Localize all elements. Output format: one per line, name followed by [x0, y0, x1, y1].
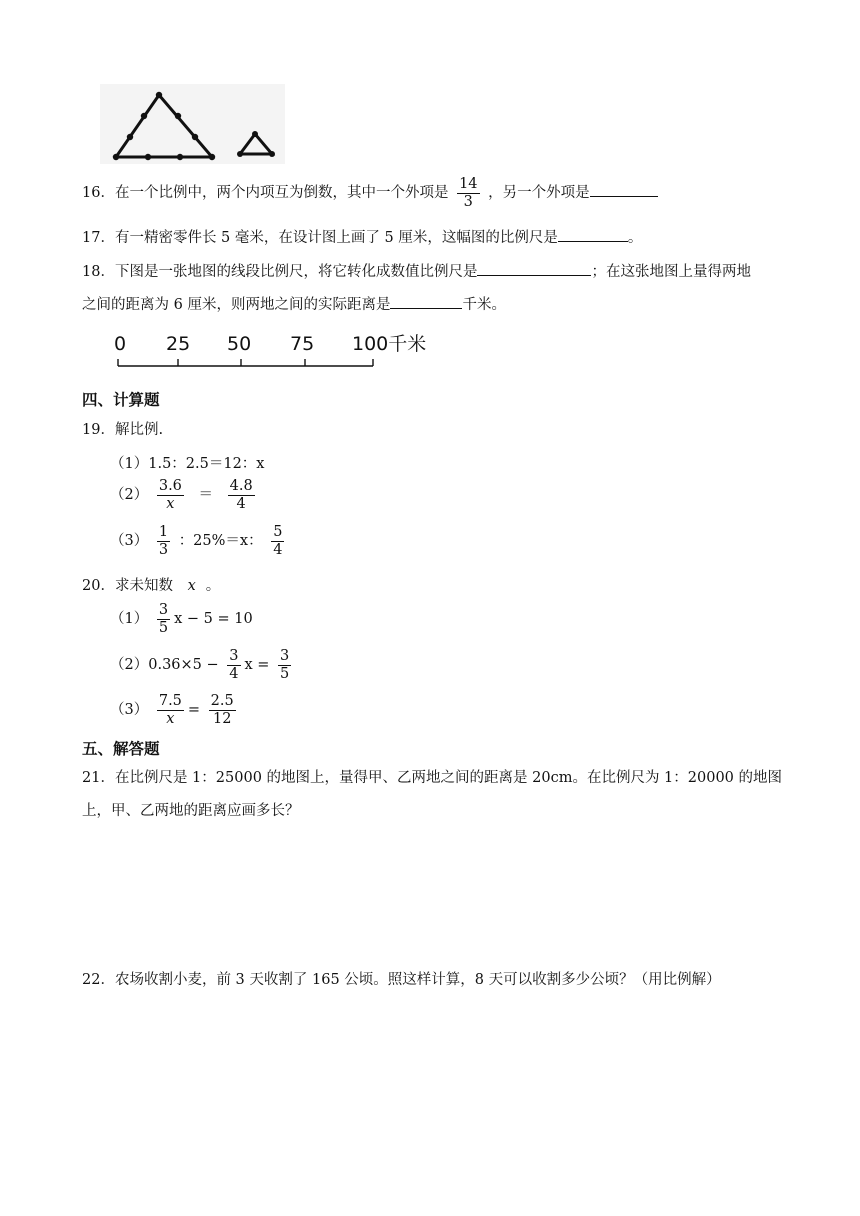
equation: x − 5 = 10: [174, 611, 253, 628]
answer-blank[interactable]: [558, 227, 628, 242]
scale-tick-label: 25: [166, 333, 191, 355]
question-number: 19．: [82, 422, 115, 438]
scale-tick-label: 0: [114, 333, 127, 355]
question-number: 16．: [82, 185, 115, 202]
question-number: 17．: [82, 230, 115, 246]
question-22: [82, 968, 721, 989]
scale-tick-label: 75: [290, 333, 315, 355]
question-text: ，另一个外项是: [488, 185, 590, 202]
question-text: 在比例尺是 1：25000 的地图上，量得甲、乙两地之间的距离是 20cm。在比例尺为 1：20000 的地图: [114, 770, 783, 786]
fraction: $\frac{14}{3}$: [459, 176, 478, 210]
question-19-part-2: （2） $\frac{3.6}{x}$ ＝ $\frac{4.8}{4}$: [110, 478, 253, 512]
scale-tick-label: 100千米: [352, 333, 427, 355]
question-text: 上，甲、乙两地的距离应画多长？: [82, 803, 300, 819]
question-19-part-3: （3） $\frac{1}{3}$ ：25%＝x： $\frac{5}{4}$: [110, 524, 283, 558]
question-20: 20．求未知数 x 。: [82, 578, 221, 594]
question-17: [82, 226, 642, 247]
matchstick-triangles-figure: [100, 84, 285, 164]
answer-blank[interactable]: [590, 182, 658, 197]
section-title: 四、计算题: [82, 391, 160, 409]
question-19-part-1: （1）1.5：2.5＝12：x: [110, 456, 265, 472]
question-text: 求未知数: [114, 578, 173, 594]
question-text: 在一个比例中，两个内项互为倒数，其中一个外项是: [114, 185, 449, 202]
line-scale-bar: [105, 326, 435, 374]
question-number: 21．: [82, 770, 115, 786]
question-text: 解比例.: [114, 422, 164, 438]
question-number: 20．: [82, 578, 115, 594]
question-19: [82, 418, 163, 439]
question-21-line-1: [82, 766, 782, 787]
question-20-part-1: （1） $\frac{3}{5}$ x − 5 = 10: [110, 602, 253, 636]
question-number: 22．: [82, 972, 115, 988]
question-number: 18．: [82, 264, 115, 280]
question-text: 。: [627, 230, 643, 246]
question-20-part-3: （3） $\frac{7.5}{x}$ = $\frac{2.5}{12}$: [110, 693, 234, 727]
answer-blank[interactable]: [390, 294, 462, 309]
question-text: 有一精密零件长 5 毫米，在设计图上画了 5 厘米，这幅图的比例尺是: [114, 230, 558, 246]
question-text: 农场收割小麦，前 3 天收割了 165 公顷。照这样计算，8 天可以收割多少公顷？（用比例解）: [114, 972, 721, 988]
question-text: ；在这张地图上量得两地: [591, 264, 751, 280]
section-title: 五、解答题: [82, 740, 160, 758]
question-16: [82, 176, 658, 210]
question-text: 千米。: [462, 297, 506, 313]
equation: 1.5：2.5＝12：x: [148, 456, 265, 472]
variable: x: [187, 578, 196, 594]
question-text: 之间的距离为 6 厘米，则两地之间的实际距离是: [82, 297, 391, 313]
question-text: 下图是一张地图的线段比例尺，将它转化成数值比例尺是: [114, 264, 478, 280]
question-20-part-2: （2）0.36×5 − $\frac{3}{4}$ x = $\frac{3}{5}$: [110, 648, 290, 682]
question-18-line-1: [82, 260, 751, 281]
question-18-line-2: [82, 293, 506, 314]
answer-blank[interactable]: [477, 261, 591, 276]
scale-tick-label: 50: [227, 333, 252, 355]
question-21-line-2: [82, 799, 300, 820]
